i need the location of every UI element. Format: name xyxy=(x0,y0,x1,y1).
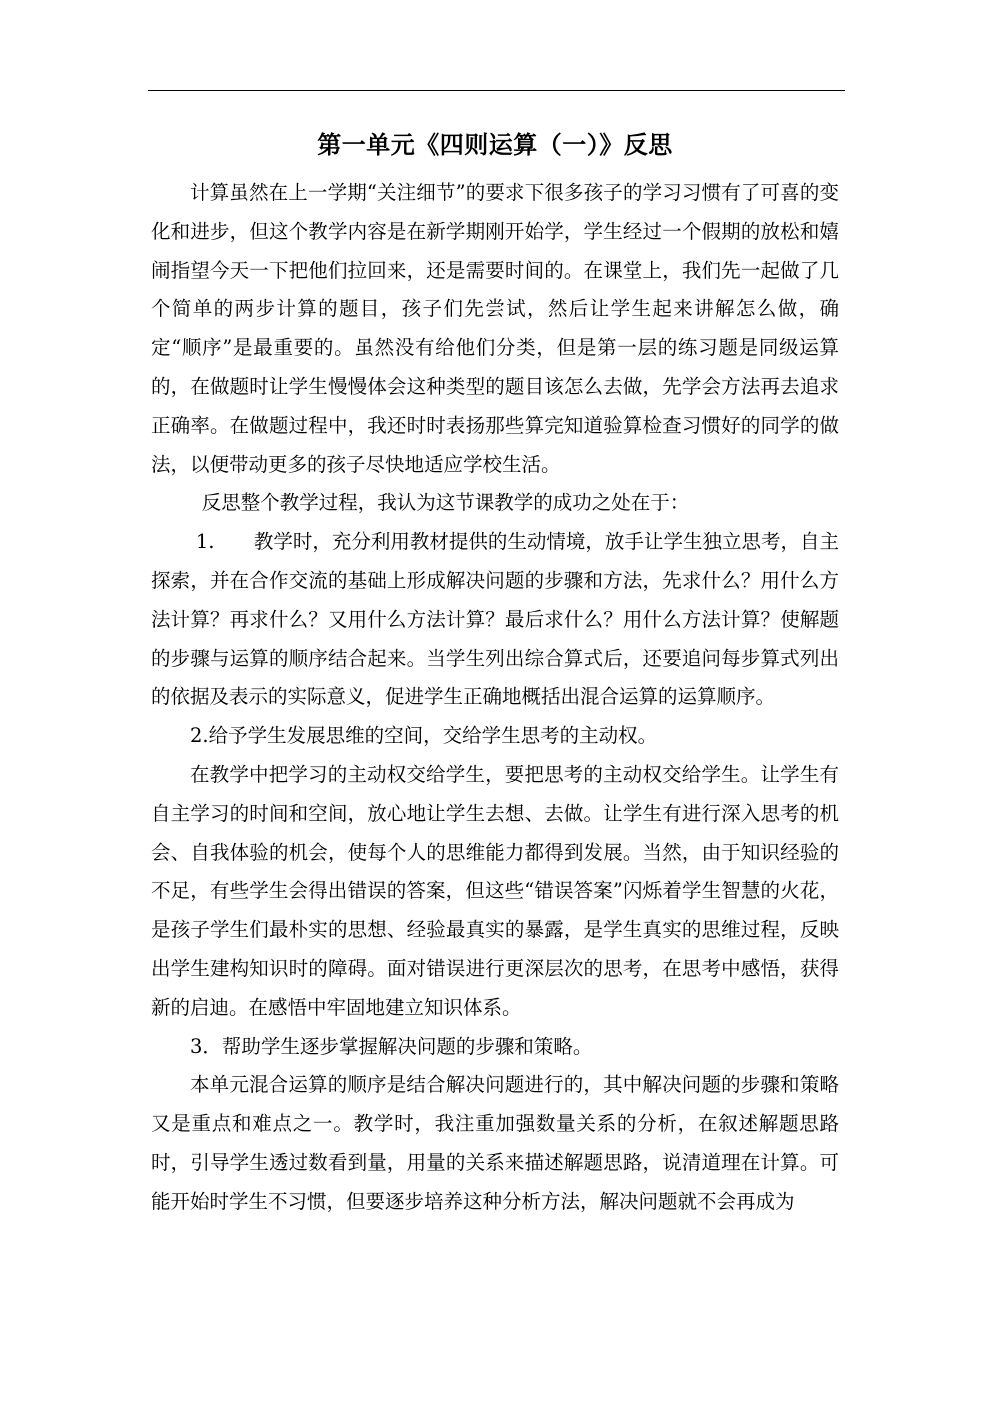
paragraph-section-2: 在教学中把学习的主动权交给学生，要把思考的主动权交给学生。让学生有自主学习的时间和空间，放心地让学生去想、去做。让学生有进行深入思考的机会、自我体验的机会，使每个人的思维能力都得到发展。当然，由于知识经验的不足，有些学生会得出错误的答案，但这些“错误答案”闪烁着学生智慧的火花，是孩子学生们最朴实的思想、经验最真实的暴露，是学生真实的思维过程，反映出学生建构知识时的障碍。面对错误进行更深层次的思考，在思考中感悟，获得新的启迪。在感悟中牢固地建立知识体系。 xyxy=(151,762,839,1019)
section-heading-2: 2.给予学生发展思维的空间，交给学生思考的主动权。 xyxy=(190,724,658,748)
paragraph-section-3: 本单元混合运算的顺序是结合解决问题进行的，其中解决问题的步骤和策略又是重点和难点之一。教学时，我注重加强数量关系的分析，在叙述解题思路时，引导学生透过数看到量，用量的关系来描述解题思路，说清道理在计算。可能开始时学生不习惯，但要逐步培养这种分析方法，解决问题就不会再成为 xyxy=(151,1073,839,1213)
section-heading-3: 3．帮助学生逐步掌握解决问题的步骤和策略。 xyxy=(190,1034,593,1058)
header-rule xyxy=(148,90,845,91)
numbered-item-1-text: 教学时，充分利用教材提供的生动情境，放手让学生独立思考，自主探索，并在合作交流的基础上形成解决问题的步骤和方法，先求什么？用什么方法计算？再求什么？又用什么方法计算？最后求什么？用什么方法计算？使解题的步骤与运算的顺序结合起来。当学生列出综合算式后，还要追问每步算式列出的依据及表示的实际意义，促进学生正确地概括出混合运算的运算顺序。 xyxy=(151,530,839,709)
document-title: 第一单元《四则运算（一）》反思 xyxy=(317,130,673,159)
numbered-item-1 xyxy=(151,523,839,717)
paragraph-intro: 计算虽然在上一学期“关注细节”的要求下很多孩子的学习习惯有了可喜的变化和进步，但这个教学内容是在新学期刚开始学，学生经过一个假期的放松和嬉闹指望今天一下把他们拉回来，还是需要时间的。在课堂上，我们先一起做了几个简单的两步计算的题目，孩子们先尝试，然后让学生起来讲解怎么做，确定“顺序”是最重要的。虽然没有给他们分类，但是第一层的练习题是同级运算的，在做题时让学生慢慢体会这种类型的题目该怎么去做，先学会方法再去追求正确率。在做题过程中，我还时时表扬那些算完知道验算检查习惯好的同学的做法，以便带动更多的孩子尽快地适应学校生活。 xyxy=(151,181,839,476)
numbered-item-1-marker: 1. xyxy=(195,530,215,554)
paragraph-reflection-lead: 反思整个教学过程，我认为这节课教学的成功之处在于： xyxy=(201,491,690,515)
document-body xyxy=(151,126,839,1222)
